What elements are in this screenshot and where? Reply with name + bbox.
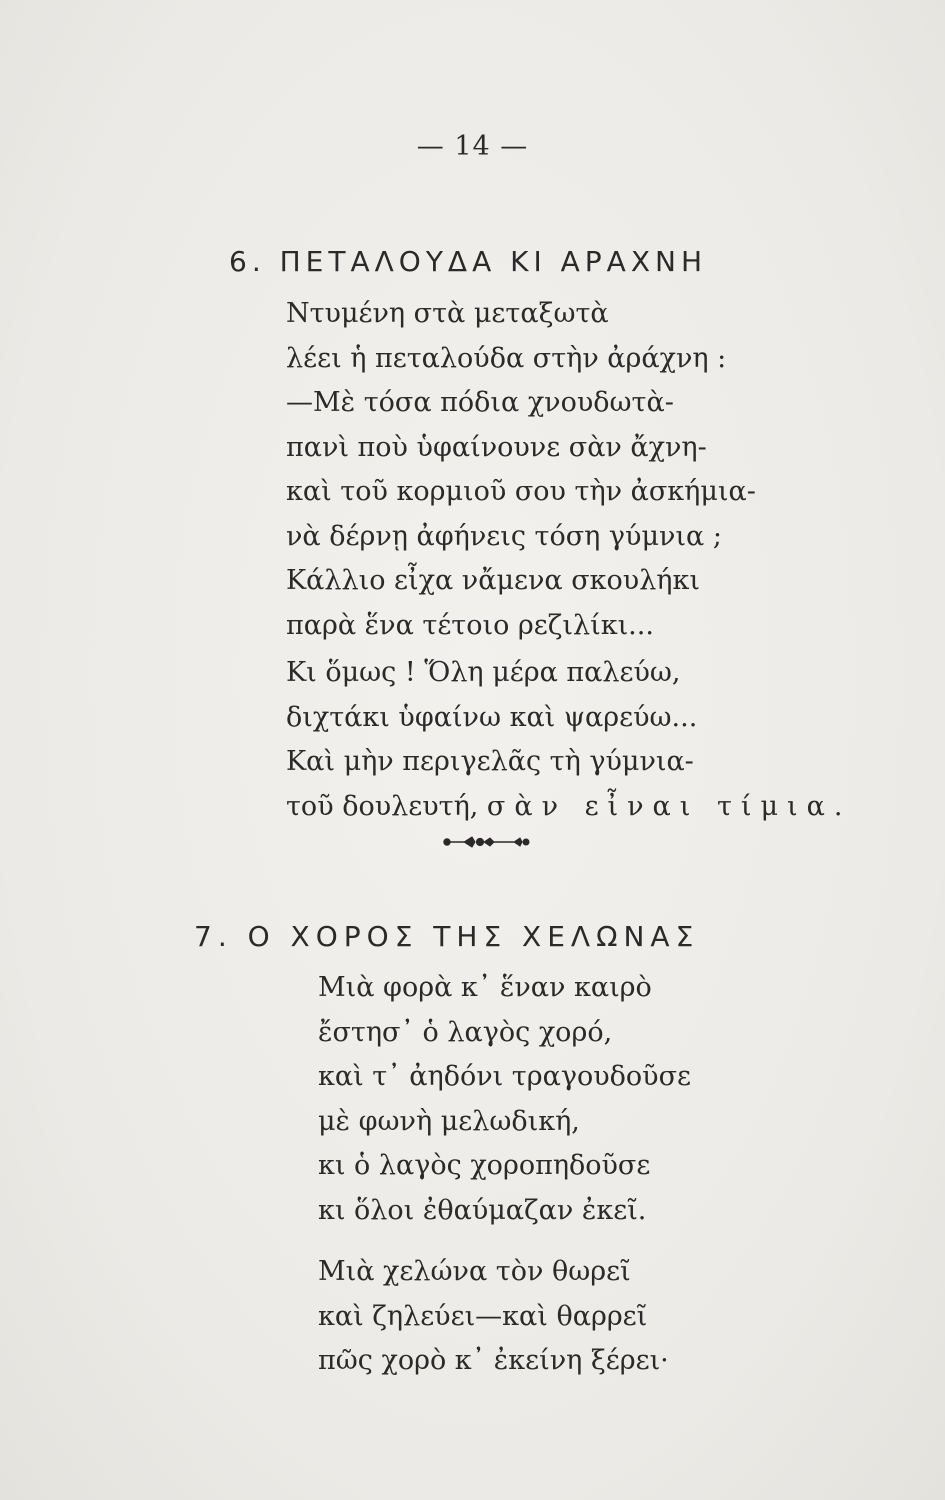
page-number: — 14 —: [416, 131, 529, 162]
verse-line: νὰ δέρνῃ ἀφήνεις τόση γύμνια ;: [286, 520, 722, 552]
verse-line: πανὶ ποὺ ὑφαίνουνε σὰν ἄχνη-: [286, 431, 707, 463]
verse-line: μὲ φωνὴ μελωδική,: [318, 1105, 580, 1137]
spaced-emphasis-text: σὰν εἶναι τίμια.: [486, 790, 852, 822]
verse-line: πῶς χορὸ κ᾽ ἐκείνη ξέρει·: [318, 1345, 669, 1376]
verse-line: παρὰ ἕνα τέτοιο ρεζιλίκι...: [286, 609, 654, 641]
verse-line: Ντυμένη στὰ μεταξωτὰ: [286, 298, 609, 329]
verse-line: Κι ὅμως ! Ὅλη μέρα παλεύω,: [286, 657, 681, 688]
poem-7-stanza-2: [318, 1250, 669, 1384]
verse-line: —Μὲ τόσα πόδια χνουδωτὰ-: [286, 387, 674, 418]
poem-6-stanza-2: [286, 651, 851, 829]
poem-6-stanza-1: [286, 292, 756, 648]
verse-line: Μιὰ χελώνα τὸν θωρεῖ: [318, 1256, 631, 1287]
poem-title-petalouda: 6. ΠΕΤΑΛΟΥΔΑ ΚΙ ΑΡΑΧΝΗ: [229, 245, 708, 279]
fleuron-divider-icon: [442, 832, 530, 852]
verse-line: Μιὰ φορὰ κ᾽ ἕναν καιρὸ: [318, 972, 652, 1003]
poem-7-stanza-1: [318, 966, 691, 1233]
poem-title-choros: 7. Ο ΧΟΡΟΣ ΤΗΣ ΧΕΛΩΝΑΣ: [194, 920, 700, 954]
verse-line: ἔστησ᾽ ὁ λαγὸς χορό,: [318, 1016, 613, 1048]
verse-line: Κάλλιο εἶχα νἄμενα σκουλήκι: [286, 565, 700, 596]
verse-line: καὶ τ᾽ ἀηδόνι τραγουδοῦσε: [318, 1061, 691, 1092]
verse-line: [286, 785, 851, 830]
verse-line: καὶ τοῦ κορμιοῦ σου τὴν ἀσκήμια-: [286, 476, 756, 507]
verse-line: λέει ἡ πεταλούδα στὴν ἀράχνη :: [286, 342, 727, 374]
verse-line-start: τοῦ δουλευτή,: [286, 790, 487, 822]
verse-line: καὶ ζηλεύει—καὶ θαρρεῖ: [318, 1300, 648, 1332]
verse-line: Καὶ μὴν περιγελᾶς τὴ γύμνια-: [286, 746, 694, 777]
verse-line: κι ὅλοι ἐθαύμαζαν ἐκεῖ.: [318, 1194, 647, 1226]
verse-line: κι ὁ λαγὸς χοροπηδοῦσε: [318, 1150, 651, 1181]
verse-line: διχτάκι ὑφαίνω καὶ ψαρεύω...: [286, 701, 698, 733]
